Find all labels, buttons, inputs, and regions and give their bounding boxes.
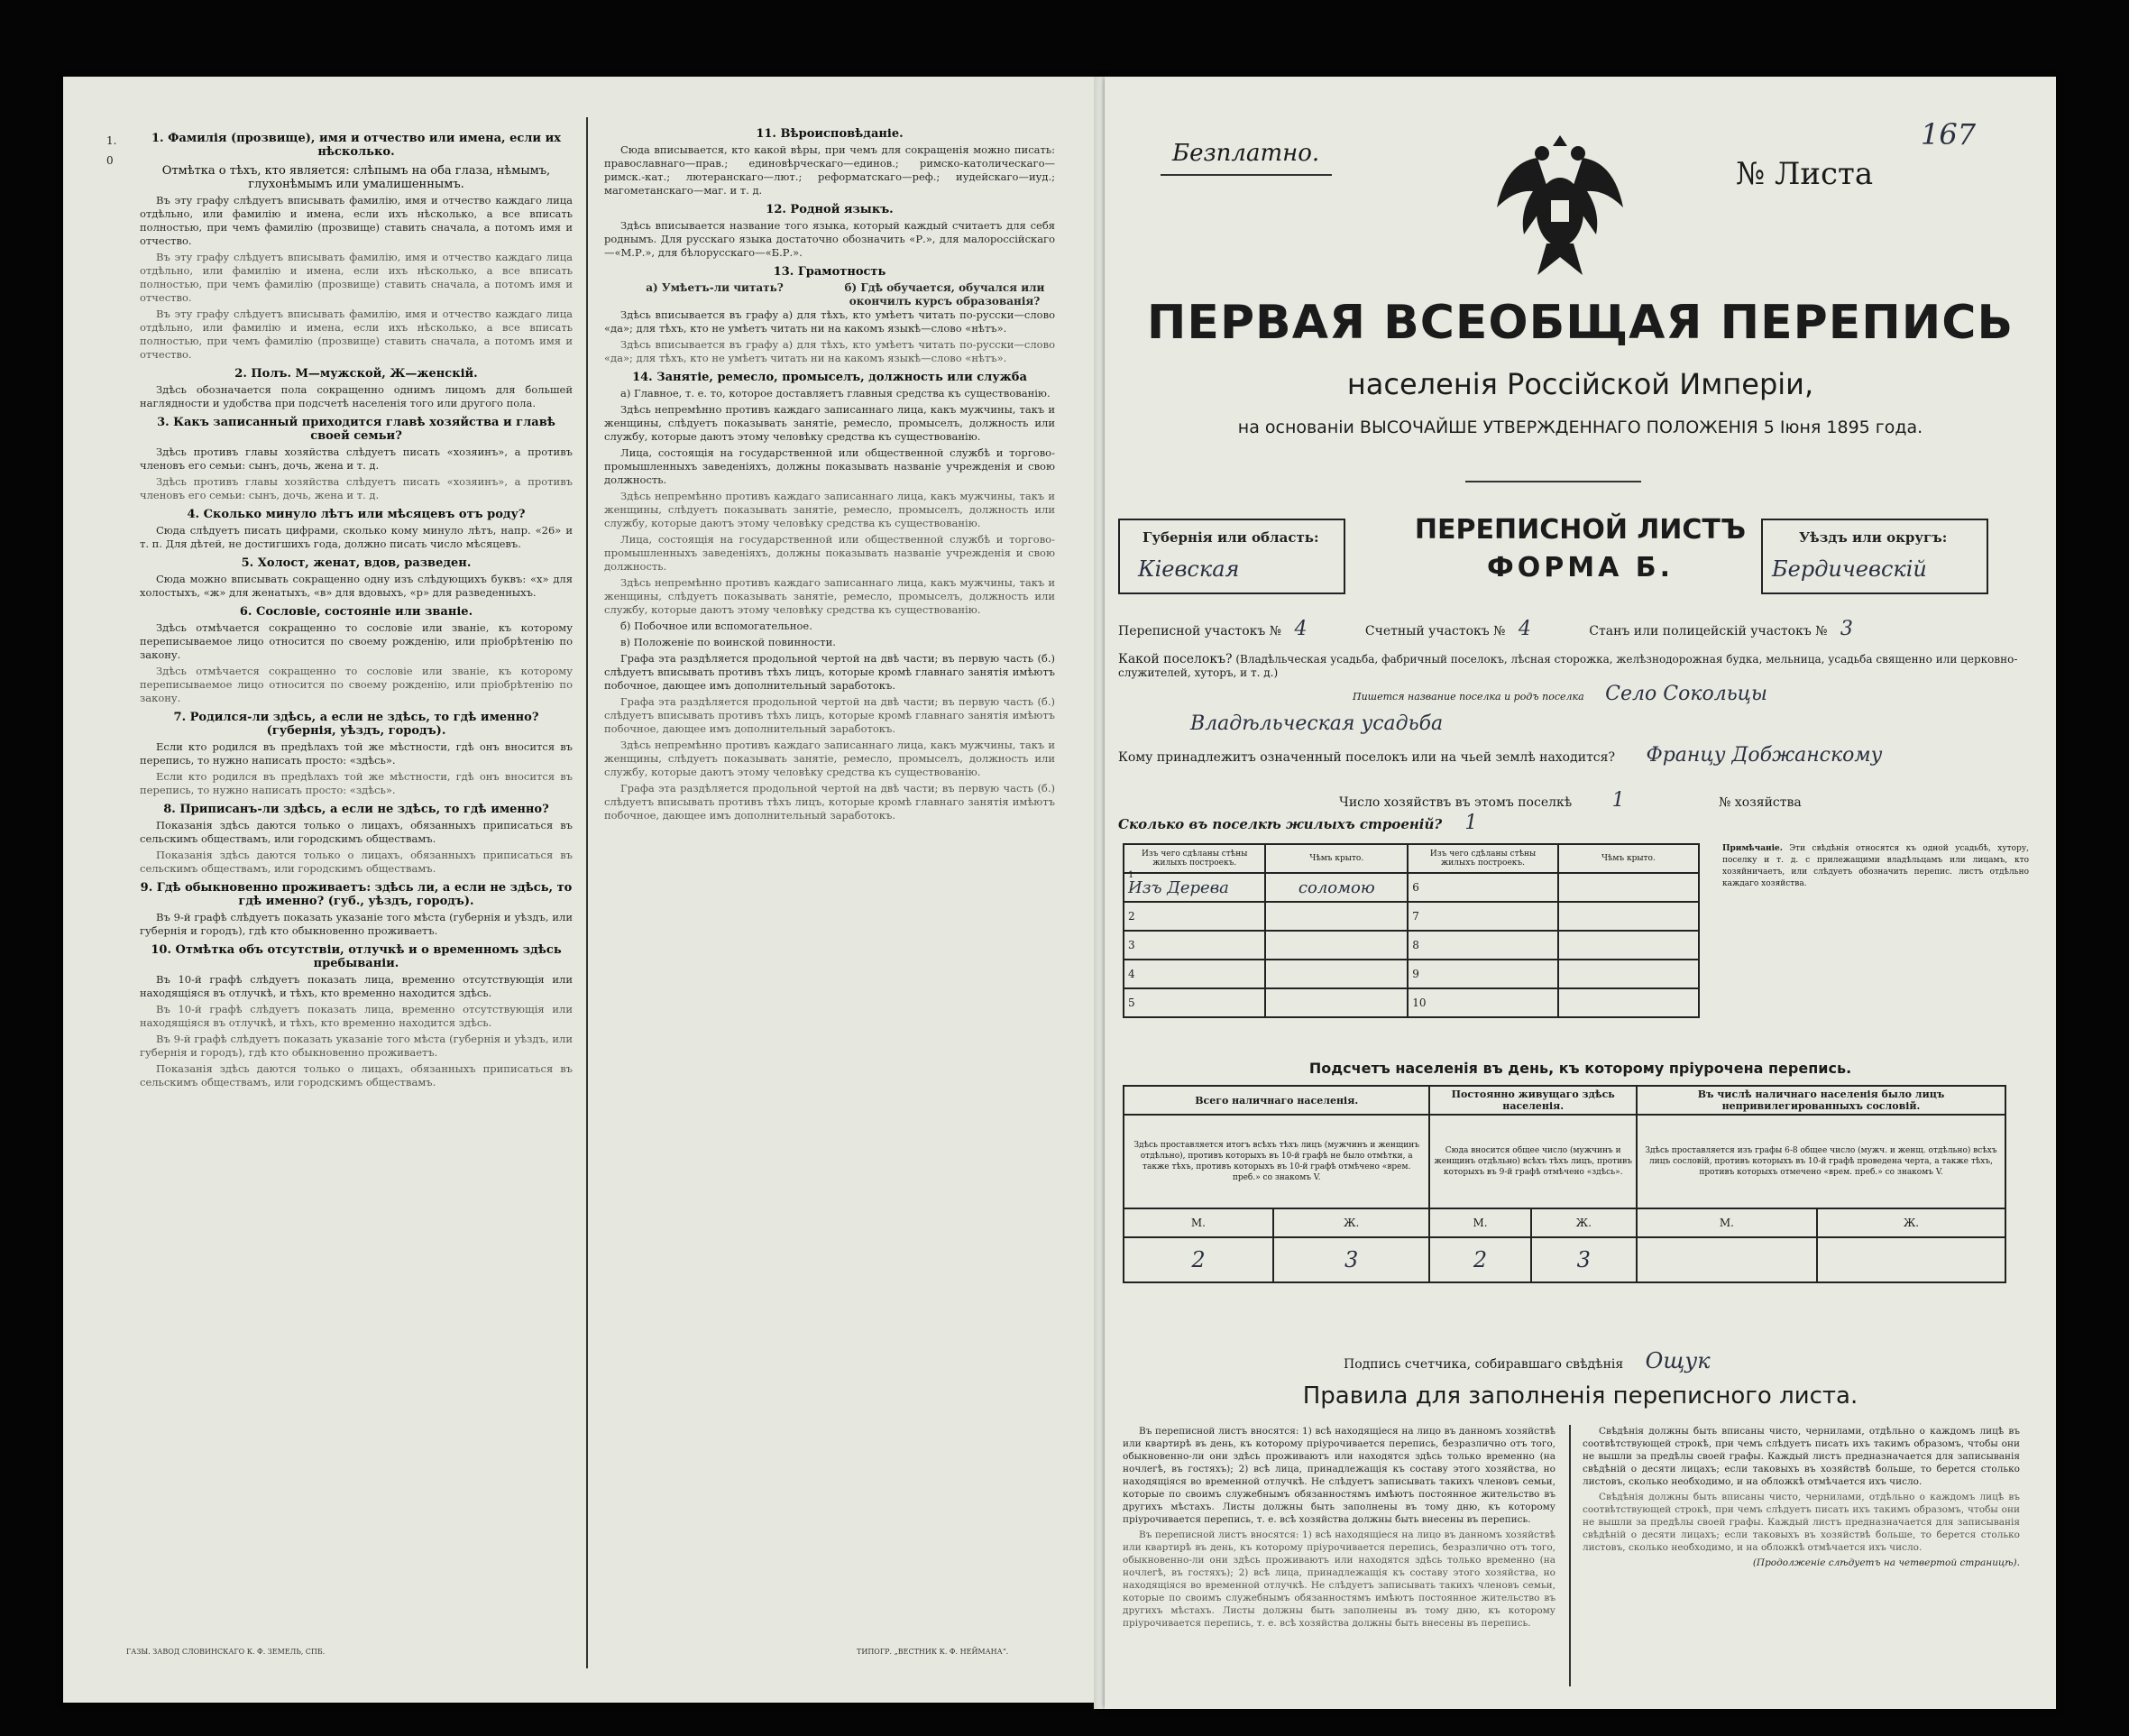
section-title: 8. Приписанъ-ли здѣсь, а если не здѣсь, то гдѣ именно? bbox=[163, 803, 549, 816]
uezd-box bbox=[1761, 519, 1988, 594]
section-body: Сюда можно вписывать сокращенно одну изъ слѣдующихъ буквъ: «х» для холостыхъ, «ж» для женатыхъ, «в» для вдовыхъ, «р» для разведенныхъ. bbox=[140, 573, 573, 599]
count-total-m: 2 bbox=[1124, 1237, 1273, 1282]
area-line bbox=[1118, 618, 2020, 640]
settlement-hint-line bbox=[1118, 683, 2020, 705]
count-permanent-f: 3 bbox=[1531, 1237, 1637, 1282]
count-desc-total: Здѣсь проставляется итогъ всѣхъ тѣхъ лицъ (мужчинъ и женщинъ отдѣльно), противъ которыхъ въ 10-й графѣ не было отмѣтки, а также тѣхъ, противъ которыхъ въ 10-й графѣ отмѣчено «врем. преб.» со знакомъ V. bbox=[1124, 1115, 1429, 1208]
handwritten-page-number: 167 bbox=[1921, 117, 1977, 152]
households-value: 1 bbox=[1611, 789, 1625, 812]
buildings-value: 1 bbox=[1464, 812, 1478, 834]
row-number: 3 bbox=[1124, 931, 1265, 960]
section-title: 12. Родной языкъ. bbox=[766, 203, 894, 216]
row-number: 2 bbox=[1124, 902, 1265, 931]
section-subtitle: Отмѣтка о тѣхъ, кто является: слѣпымъ на оба глаза, нѣмымъ, глухонѣмымъ или умалишеннымъ. bbox=[161, 164, 551, 191]
section-body: Здѣсь отмѣчается сокращенно то сословіе или званіе, къ которому переписываемое лицо относится по своему рожденію, или пріобрѣтенію по закону. bbox=[140, 621, 573, 661]
owner-label: Кому принадлежитъ означенный поселокъ или на чьей землѣ находится? bbox=[1118, 750, 1615, 765]
instructions-column-1 bbox=[140, 126, 573, 1092]
section-body: Въ эту графу слѣдуетъ вписывать фамилію, имя и отчество каждаго лица отдѣльно, или фамилію и имена, если ихъ нѣсколько, а все вписать полностью, при чемъ фамилію (прозвище) ставить сначала, а потомъ имя и отчество. bbox=[140, 194, 573, 247]
settlement-line bbox=[1118, 652, 2020, 679]
count-area-label: Счетный участокъ № bbox=[1364, 624, 1506, 638]
rules-column-1 bbox=[1123, 1425, 1555, 1632]
census-title: ПЕРВАЯ ВСЕОБЩАЯ ПЕРЕПИСЬ bbox=[1146, 296, 2014, 350]
section-body: Графа эта раздѣляется продольной чертой на двѣ части; въ первую часть (б.) слѣдуетъ вписывать противъ тѣхъ лицъ, которые кромѣ главнаго занятія имѣютъ побочное, дающее имъ дополнительный заработокъ. bbox=[604, 782, 1055, 822]
uezd-value: Бердичевскій bbox=[1772, 556, 1927, 582]
section-body: Показанія здѣсь даются только о лицахъ, обязанныхъ приписаться въ сельскимъ обществамъ, или городскимъ обществамъ. bbox=[140, 849, 573, 875]
section-body: Здѣсь отмѣчается сокращенно то сословіе или званіе, къ которому переписываемое лицо относится по своему рожденію, или пріобрѣтенію по закону. bbox=[140, 665, 573, 704]
section-body: Здѣсь противъ главы хозяйства слѣдуетъ писать «хозяинъ», а противъ членовъ его семьи: сынъ, дочь, жена и т. д. bbox=[140, 445, 573, 472]
margin-marks bbox=[106, 131, 119, 170]
rules-column-2 bbox=[1583, 1425, 2020, 1572]
row1-roof: соломою bbox=[1265, 873, 1408, 902]
count-area-value: 4 bbox=[1518, 618, 1531, 640]
section-title: 5. Холост, женат, вдов, разведен. bbox=[241, 556, 472, 570]
f-label: Ж. bbox=[1273, 1208, 1430, 1237]
row-number: 8 bbox=[1408, 931, 1558, 960]
table-row bbox=[1124, 873, 1699, 902]
sheet-number-label: № Листа bbox=[1736, 156, 1874, 192]
section-body: Лица, состоящія на государственной или общественной службѣ и торгово-промышленныхъ заведеніяхъ, должны показывать названіе учрежденія и свою должность. bbox=[604, 446, 1055, 486]
section-body: Показанія здѣсь даются только о лицахъ, обязанныхъ приписаться въ сельскимъ обществамъ, или городскимъ обществамъ. bbox=[140, 1062, 573, 1088]
section-title: 14. Занятіе, ремесло, промыселъ, должность или служба bbox=[632, 371, 1027, 384]
stan-label: Станъ или полицейскій участокъ № bbox=[1589, 624, 1828, 638]
section-body: Здѣсь вписывается название того языка, который каждый считаетъ для себя роднымъ. Для русскаго языка достаточно обозначить «Р.», для малороссійскаго—«М.Р.», для бѣлорусскаго—«Б.Р.». bbox=[604, 219, 1055, 259]
census-area-label: Переписной участокъ № bbox=[1118, 624, 1281, 638]
literacy-b-label: б) Гдѣ обучается, обучался или окончилъ курсъ образованія? bbox=[844, 281, 1045, 308]
census-area-value: 4 bbox=[1294, 618, 1308, 640]
row-number-1: 1 bbox=[1128, 870, 1134, 880]
section-body: Въ эту графу слѣдуетъ вписывать фамилію, имя и отчество каждаго лица отдѣльно, или фамилію и имена, если ихъ нѣсколько, а все вписать полностью, при чемъ фамилію (прозвище) ставить сначала, а потомъ имя и отчество. bbox=[140, 308, 573, 361]
count-desc-permanent: Сюда вносится общее число (мужчинъ и женщинъ отдѣльно) всѣхъ тѣхъ лицъ, противъ которыхъ въ 9-й графѣ отмѣчено «здѣсь». bbox=[1429, 1115, 1637, 1208]
census-subtitle: населенія Россійской Имперіи, bbox=[1346, 367, 1814, 401]
rules-text: Свѣдѣнія должны быть вписаны чисто, чернилами, отдѣльно о каждомъ лицѣ въ соотвѣтствующей строкѣ, при чемъ слѣдуетъ писать ихъ такимъ образомъ, чтобы они не вышли за предѣлы своей графы. Каждый листъ предназначается для записыванія свѣдѣній о десяти лицахъ; если таковыхъ въ хозяйствѣ больше, то берется столько листовъ, сколько необходимо, и на обложкѣ отмѣчается ихъ число. bbox=[1583, 1426, 2020, 1487]
counter-signature: Ощук bbox=[1645, 1348, 1711, 1373]
section-title: 4. Сколько минуло лѣтъ или мѣсяцевъ отъ роду? bbox=[187, 508, 526, 521]
section-title: 9. Гдѣ обыкновенно проживаетъ: здѣсь ли, а если не здѣсь, то гдѣ именно? (губ., уѣздъ, городъ). bbox=[140, 881, 573, 908]
section-subtitle: а) Главное, т. е. то, которое доставляетъ главныя средства къ существованію. bbox=[620, 387, 1051, 400]
section-title: 1. Фамилія (прозвище), имя и отчество или имена, если их нѣсколько. bbox=[151, 132, 561, 159]
title-rule bbox=[1465, 481, 1641, 482]
section-title: 13. Грамотность bbox=[773, 265, 886, 279]
section-body: Если кто родился въ предѣлахъ той же мѣстности, гдѣ онъ вносится въ перепись, то нужно написать просто: «здѣсь». bbox=[140, 740, 573, 767]
section-body: Сюда вписывается, кто какой вѣры, при чемъ для сокращенія можно писать: православнаго—прав.; единовѣрческаго—единов.; римско-католическаго—римск.-кат.; лютеранскаго—лют.; реформатскаго—реф.; иудейскаго—иуд.; магометанскаго—маг. и т. д. bbox=[604, 143, 1055, 197]
printer-note-left: ГАЗЫ. ЗАВОД СЛОВИНСКАГО К. Ф. ЗЕМЕЛЬ, СПБ. bbox=[126, 1648, 326, 1656]
counter-label: Подпись счетчика, собиравшаго свѣдѣнія bbox=[1344, 1357, 1624, 1372]
buildings-col-walls: Изъ чего сдѣланы стѣны жилыхъ построекъ. bbox=[1124, 844, 1265, 873]
section-body: Графа эта раздѣляется продольной чертой на двѣ части; въ первую часть (б.) слѣдуетъ вписывать противъ тѣхъ лицъ, которые кромѣ главнаго занятія имѣютъ побочное, дающее имъ дополнительный заработокъ. bbox=[604, 695, 1055, 735]
buildings-line bbox=[1118, 812, 1477, 834]
count-title: Подсчетъ населенія въ день, къ которому пріурочена перепись. bbox=[1308, 1060, 1852, 1077]
rules-divider bbox=[1569, 1425, 1571, 1686]
owner-line bbox=[1118, 744, 2020, 767]
printer-note-right: ТИПОГР. „ВЕСТНИК К. Ф. НЕЙМАНА“. bbox=[857, 1648, 1009, 1656]
rules-text: Въ переписной листъ вносятся: 1) всѣ находящіеся на лицо въ данномъ хозяйствѣ или квартирѣ въ день, къ которому пріурочивается перепись, безразлично отъ того, обыкновенно-ли они здѣсь проживаютъ или находятся здѣсь только временно (на ночлегѣ, въ гостяхъ); 2) всѣ лица, принадлежащія къ составу этого хозяйства, но находящіяся во временной отлучкѣ. Не слѣдуетъ записывать такихъ членовъ семьи, которые по своимъ служебнымъ обязанностямъ имѣютъ постоянное жительство въ другихъ мѣстахъ. Листы должны быть заполнены въ тому дню, къ которому пріурочивается перепись, т. е. всѣ хозяйства должны быть внесены въ перепись. bbox=[1123, 1426, 1555, 1525]
form-subtitle: ФОРМА Б. bbox=[1486, 552, 1675, 583]
instructions-column-2 bbox=[604, 122, 1055, 825]
settlement-value-2: Владѣльческая усадьба bbox=[1190, 712, 1444, 735]
m-label: М. bbox=[1637, 1208, 1817, 1237]
owner-value: Францу Добжанскому bbox=[1646, 744, 1883, 767]
free-underline bbox=[1161, 174, 1332, 176]
section-body: Въ эту графу слѣдуетъ вписывать фамилію, имя и отчество каждаго лица отдѣльно, или фамилію и имена, если ихъ нѣсколько, а все вписать полностью, при чемъ фамилію (прозвище) ставить сначала, а потомъ имя и отчество. bbox=[140, 251, 573, 304]
settlement-value-1: Село Сокольцы bbox=[1605, 683, 1767, 705]
gubernia-value: Кіевская bbox=[1138, 556, 1240, 582]
column-divider bbox=[586, 117, 588, 1668]
row-number: 5 bbox=[1124, 988, 1265, 1017]
row-number: 10 bbox=[1408, 988, 1558, 1017]
margin-mark: 1. bbox=[106, 134, 117, 147]
free-label: Безплатно. bbox=[1172, 140, 1320, 167]
f-label: Ж. bbox=[1531, 1208, 1637, 1237]
section-body: Здѣсь вписывается въ графу а) для тѣхъ, кто умѣетъ читать по-русски—слово «да»; для тѣхъ, кто не умѣетъ читать ни на какомъ языкѣ—слово «нѣтъ». bbox=[604, 338, 1055, 364]
section-body: Въ 9-й графѣ слѣдуетъ показать указаніе того мѣста (губернія и уѣздъ, или губернія и городъ), гдѣ кто обыкновенно проживаетъ. bbox=[140, 911, 573, 937]
m-label: М. bbox=[1124, 1208, 1273, 1237]
section-body: Въ 10-й графѣ слѣдуетъ показать лица, временно отсутствующія или находящіяся въ отлучкѣ, и тѣхъ, кто временно находится здѣсь. bbox=[140, 1003, 573, 1029]
households-label: Число хозяйствъ въ этомъ поселкѣ bbox=[1339, 795, 1573, 810]
row-number: 6 bbox=[1408, 873, 1558, 902]
buildings-label: Сколько въ поселкѣ жилыхъ строеній? bbox=[1118, 816, 1443, 832]
rules-text: Свѣдѣнія должны быть вписаны чисто, чернилами, отдѣльно о каждомъ лицѣ въ соотвѣтствующей строкѣ, при чемъ слѣдуетъ писать ихъ такимъ образомъ, чтобы они не вышли за предѣлы своей графы. Каждый листъ предназначается для записыванія свѣдѣній о десяти лицахъ; если таковыхъ въ хозяйствѣ больше, то берется столько листовъ, сколько необходимо, и на обложкѣ отмѣчается ихъ число. bbox=[1583, 1492, 2020, 1553]
left-page bbox=[63, 77, 1105, 1703]
section-body: Здѣсь обозначается пола сокращенно однимъ лицомъ для большей наглядности и удобства при подсчетѣ населенія того или другого пола. bbox=[140, 383, 573, 409]
section-body: Здѣсь противъ главы хозяйства слѣдуетъ писать «хозяинъ», а противъ членовъ его семьи: сынъ, дочь, жена и т. д. bbox=[140, 475, 573, 501]
table-row bbox=[1124, 988, 1699, 1017]
table-row bbox=[1124, 931, 1699, 960]
section-body: Показанія здѣсь даются только о лицахъ, обязанныхъ приписаться въ сельскимъ обществамъ, или городскимъ обществамъ. bbox=[140, 819, 573, 845]
section-body: Сюда слѣдуетъ писать цифрами, сколько кому минуло лѣтъ, напр. «26» и т. п. Для дѣтей, не достигшихъ года, должно писать число мѣсяцевъ. bbox=[140, 524, 573, 550]
households-line bbox=[1339, 789, 2024, 812]
stan-value: 3 bbox=[1840, 618, 1853, 640]
section-body: Если кто родился въ предѣлахъ той же мѣстности, гдѣ онъ вносится въ перепись, то нужно написать просто: «здѣсь». bbox=[140, 770, 573, 796]
section-body: Здѣсь непремѣнно противъ каждаго записаннаго лица, какъ мужчины, такъ и женщины, слѣдуетъ показывать занятіе, ремесло, промыселъ, должность или службу, которые даютъ этому человѣку средства къ существованію. bbox=[604, 576, 1055, 616]
row1-walls: Изъ Дерева bbox=[1124, 873, 1265, 902]
buildings-table bbox=[1123, 843, 1700, 1018]
continuation-note: (Продолженіе слѣдуетъ на четвертой страницѣ). bbox=[1752, 1557, 2020, 1568]
count-col-permanent: Постоянно живущаго здѣсь населенія. bbox=[1429, 1086, 1637, 1115]
count-col-nonprivileged: Въ числѣ наличнаго населенія было лицъ непривилегированныхъ сословій. bbox=[1637, 1086, 2005, 1115]
rules-title: Правила для заполненія переписного листа. bbox=[1302, 1382, 1858, 1410]
literacy-a-label: а) Умѣетъ-ли читать? bbox=[646, 281, 784, 294]
right-page bbox=[1105, 77, 2056, 1709]
section-body: Здѣсь непремѣнно противъ каждаго записаннаго лица, какъ мужчины, такъ и женщины, слѣдуетъ показывать занятіе, ремесло, промыселъ, должность или службу, которые даютъ этому человѣку средства къ существованію. bbox=[604, 490, 1055, 529]
settlement-hint-2: Пишется название поселка и родъ поселка bbox=[1353, 691, 1584, 703]
count-permanent-m: 2 bbox=[1429, 1237, 1530, 1282]
rules-text: Въ переписной листъ вносятся: 1) всѣ находящіеся на лицо въ данномъ хозяйствѣ или квартирѣ въ день, къ которому пріурочивается перепись, безразлично отъ того, обыкновенно-ли они здѣсь проживаютъ или находятся здѣсь только временно (на ночлегѣ, въ гостяхъ); 2) всѣ лица, принадлежащія къ составу этого хозяйства, но находящіяся во временной отлучкѣ. Не слѣдуетъ записывать такихъ членовъ семьи, которые по своимъ служебнымъ обязанностямъ имѣютъ постоянное жительство въ другихъ мѣстахъ. Листы должны быть заполнены въ тому дню, къ которому пріурочивается перепись, т. е. всѣ хозяйства должны быть внесены въ перепись. bbox=[1123, 1529, 1555, 1629]
settlement-hint: (Владѣльческая усадьба, фабричный поселокъ, лѣсная сторожка, желѣзнодорожная будка, мельница, усадьба священно или церковно-служителей, хуторъ, и т. д.) bbox=[1118, 653, 2018, 679]
row-number: 7 bbox=[1408, 902, 1558, 931]
section-body: Въ 10-й графѣ слѣдуетъ показать лица, временно отсутствующія или находящіяся въ отлучкѣ, и тѣхъ, кто временно находится здѣсь. bbox=[140, 973, 573, 999]
population-count-table bbox=[1123, 1085, 2006, 1283]
note-label: Примѣчаніе. bbox=[1722, 844, 1783, 853]
section-body: Здѣсь вписывается въ графу а) для тѣхъ, кто умѣетъ читать по-русски—слово «да»; для тѣхъ, кто не умѣетъ читать ни на какомъ языкѣ—слово «нѣтъ». bbox=[604, 308, 1055, 335]
counter-signature-line bbox=[1344, 1348, 1711, 1373]
table-row bbox=[1124, 960, 1699, 988]
section-title: 3. Какъ записанный приходится главѣ хозяйства и главѣ своей семьи? bbox=[157, 416, 555, 443]
count-total-f: 3 bbox=[1273, 1237, 1430, 1282]
section-body: Здѣсь непремѣнно противъ каждаго записаннаго лица, какъ мужчины, такъ и женщины, слѣдуетъ показывать занятіе, ремесло, промыселъ, должность или службу, которые даютъ этому человѣку средства къ существованію. bbox=[604, 739, 1055, 778]
section-title: 11. Вѣроисповѣданіе. bbox=[756, 127, 904, 141]
m-label: М. bbox=[1429, 1208, 1530, 1237]
double-headed-eagle-icon bbox=[1488, 126, 1632, 280]
section-body: Здѣсь непремѣнно противъ каждаго записаннаго лица, какъ мужчины, такъ и женщины, слѣдуетъ показывать занятіе, ремесло, промыселъ, должность или службу, которые даютъ этому человѣку средства къ существованію. bbox=[604, 403, 1055, 443]
section-body: Лица, состоящія на государственной или общественной службѣ и торгово-промышленныхъ заведеніяхъ, должны показывать названіе учрежденія и свою должность. bbox=[604, 533, 1055, 573]
buildings-col-roof: Чѣмъ крыто. bbox=[1265, 844, 1408, 873]
buildings-col-roof-2: Чѣмъ крыто. bbox=[1558, 844, 1699, 873]
buildings-col-walls-2: Изъ чего сдѣланы стѣны жилыхъ построекъ. bbox=[1408, 844, 1558, 873]
section-body: Въ 9-й графѣ слѣдуетъ показать указаніе того мѣста (губернія и уѣздъ, или губернія и городъ), гдѣ кто обыкновенно проживаетъ. bbox=[140, 1033, 573, 1059]
margin-mark: 0 bbox=[106, 154, 114, 167]
uezd-label: Уѣздъ или округъ: bbox=[1799, 529, 1948, 546]
section-body: Графа эта раздѣляется продольной чертой на двѣ части; въ первую часть (б.) слѣдуетъ вписывать противъ тѣхъ лицъ, которые кромѣ главнаго занятія имѣютъ побочное, дающее имъ дополнительный заработокъ. bbox=[604, 652, 1055, 692]
section-title: 6. Сословіе, состояніе или званіе. bbox=[239, 605, 473, 619]
count-col-total: Всего наличнаго населенія. bbox=[1124, 1086, 1429, 1115]
settlement-label: Какой поселокъ? bbox=[1118, 652, 1233, 666]
section-title: 2. Полъ. М—мужской, Ж—женскій. bbox=[234, 367, 478, 381]
row-number: 4 bbox=[1124, 960, 1265, 988]
gubernia-label: Губернія или область: bbox=[1143, 529, 1319, 546]
note-text: Эти свѣдѣнія относятся къ одной усадьбѣ, хутору, поселку и т. д. с прилежащими владѣльцамъ или лицамъ, кто хозяйничаетъ, или слѣдуетъ обозначить перепис. листъ отдѣльно каждаго хозяйства. bbox=[1722, 844, 2029, 888]
form-title: ПЕРЕПИСНОЙ ЛИСТЪ bbox=[1414, 514, 1747, 546]
section-title: 10. Отмѣтка объ отсутствіи, отлучкѣ и о временномъ здѣсь пребываніи. bbox=[151, 943, 562, 970]
census-basis: на основаніи ВЫСОЧАЙШЕ УТВЕРЖДЕННАГО ПОЛОЖЕНІЯ 5 Іюня 1895 года. bbox=[1237, 418, 1923, 437]
section-title: 7. Родился-ли здѣсь, а если не здѣсь, то гдѣ именно? (губернія, уѣздъ, городъ). bbox=[173, 711, 539, 738]
section-subtitle: в) Положеніе по воинской повинности. bbox=[620, 636, 836, 648]
f-label: Ж. bbox=[1817, 1208, 2005, 1237]
section-subtitle: б) Побочное или вспомогательное. bbox=[620, 620, 812, 632]
table-row bbox=[1124, 902, 1699, 931]
buildings-note bbox=[1722, 843, 2029, 890]
household-no-label: № хозяйства bbox=[1719, 795, 1802, 810]
count-desc-nonprivileged: Здѣсь проставляется изъ графы 6-8 общее число (мужч. и женщ. отдѣльно) всѣхъ лицъ сословій, противъ которыхъ въ 10-й графѣ проведена черта, а также тѣхъ, противъ которыхъ отмечено «врем. преб.» со знакомъ V. bbox=[1637, 1115, 2005, 1208]
row-number: 9 bbox=[1408, 960, 1558, 988]
